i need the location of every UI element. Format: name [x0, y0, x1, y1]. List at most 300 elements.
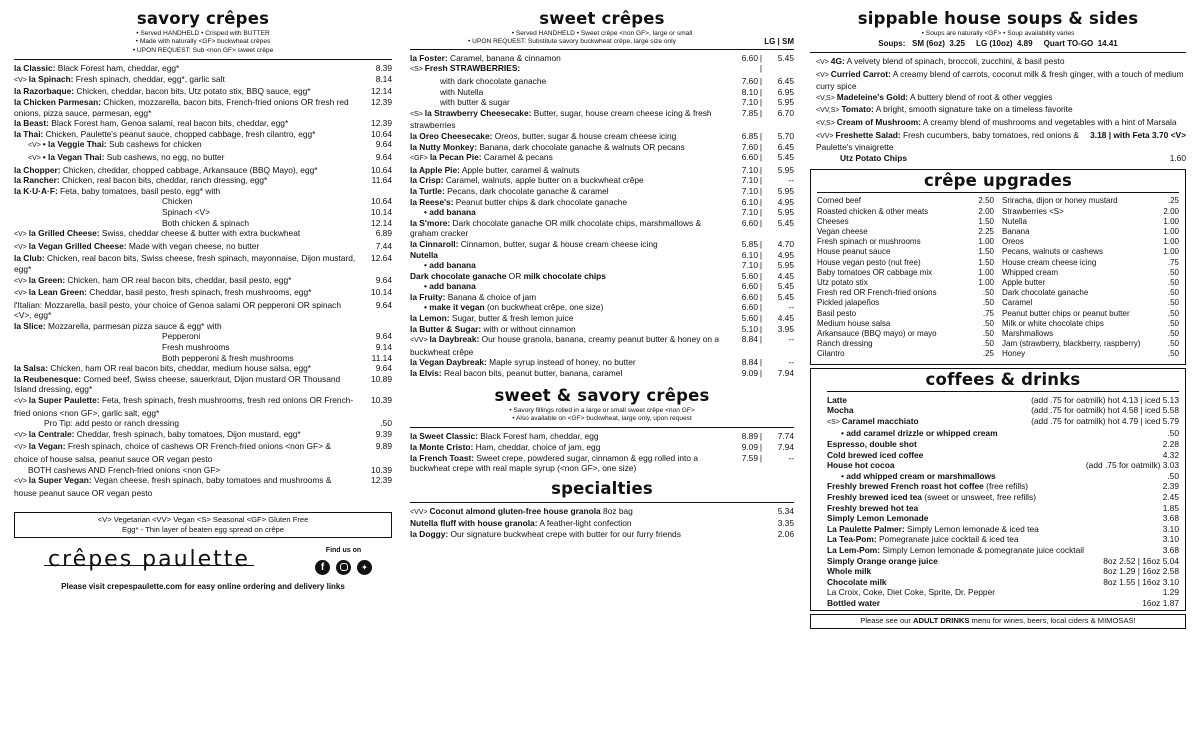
diet-tag: <V> [14, 231, 29, 239]
upgrade-name: Oreos [1002, 237, 1024, 247]
upgrade-item [817, 207, 994, 217]
diet-tag: <V> [14, 444, 29, 452]
upgrade-item [817, 217, 994, 227]
drink-item [827, 556, 1179, 567]
menu-item [14, 175, 392, 186]
menu-item [14, 165, 392, 176]
item-desc: Maple syrup instead of honey, no butter [486, 357, 636, 368]
item-name: Caramel macchiato [841, 415, 919, 426]
upgrade-price: .75 [982, 308, 994, 318]
salad-item: <VV> Freshette Salad: Fresh cucumbers, baby tomatoes, red onions & Paulette's vinaigrette 3.18 | with Feta 3.70 <V> [816, 129, 1186, 153]
drink-item [827, 428, 1179, 439]
price-sep: | [759, 238, 763, 249]
upgrade-name: Caramel [1002, 298, 1033, 308]
item-name: la Butter & Sugar: [410, 323, 482, 334]
item-price: 8oz 2.52 | 16oz 5.04 [1103, 555, 1179, 566]
price-large: 6.60 [741, 52, 758, 63]
sweet-list [410, 53, 794, 379]
item-desc: Both pepperoni & fresh mushrooms [162, 352, 294, 363]
upgrade-item [817, 349, 994, 359]
price-large: 6.85 [741, 130, 758, 141]
item-desc: Feta, fresh spinach, fresh mushrooms, fresh red onions OR French-fried onions <non GF>, garlic salt, egg* [14, 395, 354, 418]
diet-tag: <S> [827, 418, 842, 426]
item-name: la Grilled Cheese: [28, 228, 100, 239]
item-name: la Monte Cristo: [410, 442, 474, 453]
price-large: 7.10 [741, 260, 758, 271]
item-desc: Fresh mushrooms [162, 342, 230, 353]
upgrade-name: Honey [1002, 349, 1026, 359]
coffees-title: coffees & drinks [925, 369, 1081, 389]
menu-item [410, 142, 794, 153]
drink-item [827, 503, 1179, 514]
upgrade-name: Utz potato stix [817, 277, 868, 287]
menu-item [410, 76, 794, 87]
item-desc: A buttery blend of root & other veggies [908, 91, 1053, 102]
menu-item [14, 207, 392, 218]
item-name: Nutella [410, 249, 438, 260]
item-price: 9.89 [375, 441, 392, 452]
price-small: -- [788, 452, 794, 463]
item-name: House hot cocoa [827, 460, 895, 471]
upgrade-item [1002, 329, 1179, 339]
upgrade-name: Apple butter [1002, 277, 1046, 287]
diet-tag: <S> [410, 110, 425, 118]
menu-item [14, 118, 392, 129]
upgrade-name: Roasted chicken & other meats [817, 206, 929, 216]
upgrade-price: .25 [982, 349, 994, 359]
coffees-box [810, 368, 1186, 612]
item-price: 10.64 [371, 164, 392, 175]
menu-item [410, 87, 794, 98]
soup-item [816, 117, 1186, 130]
price-sep: | [759, 368, 763, 379]
price-large: 7.59 [741, 452, 758, 463]
item-name: la Lemon: [410, 313, 450, 324]
upgrade-name: Strawberries <S> [1002, 206, 1064, 216]
menu-item [410, 431, 794, 442]
upgrade-price: 1.50 [978, 257, 994, 267]
item-name: Fresh STRAWBERRIES: [424, 63, 521, 74]
item-price: 11.14 [371, 352, 392, 363]
price-large: 6.60 [741, 281, 758, 292]
menu-item [14, 475, 392, 498]
item-name: la Turtle: [410, 185, 445, 196]
menu-item [14, 441, 392, 464]
upgrade-price: .50 [1167, 288, 1179, 298]
drink-item [827, 513, 1179, 524]
item-desc: Sugar, butter & fresh lemon juice [449, 313, 574, 324]
upgrade-item [1002, 278, 1179, 288]
upgrade-item [1002, 319, 1179, 329]
diet-tag: <V> [816, 71, 831, 79]
item-name: la Vegan Daybreak: [410, 357, 487, 368]
item-name: la Razorbaque: [14, 86, 75, 97]
item-price: 12.64 [371, 253, 392, 264]
item-desc: Cinnamon, butter, sugar & house cream cheese icing [458, 238, 658, 249]
item-desc: Feta, baby tomatoes, basil pesto, egg* with [57, 185, 221, 196]
item-desc: A creamy blend of carrots, coconut milk & fresh ginger, with a touch of medium curry spice [816, 68, 1184, 92]
item-name: la Classic: [14, 63, 56, 74]
item-desc: Both chicken & spinach [162, 217, 250, 228]
savory-list [14, 63, 392, 498]
item-desc: Ham, cheddar, choice of jam, egg [473, 442, 601, 453]
item-desc: Banana & choice of jam [445, 291, 537, 302]
price-sep: | [759, 76, 763, 86]
item-name: Freshly brewed iced tea [827, 491, 922, 502]
upgrade-name: Ranch dressing [817, 339, 873, 349]
price-sep: | [759, 291, 763, 302]
item-name: la Chicken Parmesan: [14, 97, 102, 107]
upgrade-name: Basil pesto [817, 308, 857, 318]
price-small: 4.70 [777, 238, 794, 249]
item-name: Bottled water [827, 597, 881, 608]
price-large: 6.60 [741, 291, 758, 302]
price-small: -- [788, 302, 794, 313]
upgrade-name: House cream cheese icing [1002, 257, 1097, 267]
item-name: Simply Orange orange juice [827, 555, 938, 566]
item-name: la Vegan: [28, 441, 66, 452]
price-small: 6.95 [777, 86, 794, 97]
price-large: 6.60 [741, 217, 758, 228]
upgrade-name: Dark chocolate ganache [1002, 288, 1089, 298]
item-desc: Our house granola, banana, creamy peanut butter & honey on a buckwheat crêpe [410, 334, 720, 357]
item-name: la Cinnaroll: [410, 238, 459, 249]
item-price: 16oz 1.87 [1142, 597, 1179, 608]
diet-tag: <V> [28, 142, 43, 150]
item-name: la Salsa: [14, 363, 48, 374]
menu-item [14, 218, 392, 229]
drink-item [827, 577, 1179, 588]
item-name: Simply Lemon Lemonade [827, 513, 929, 524]
price-sep: | [759, 207, 763, 218]
upgrade-item [817, 258, 994, 268]
item-desc: l'Italian: Mozzarella, basil pesto, your choice of Genoa salami OR pepperoni OR spinach <V>, egg* [14, 299, 341, 321]
upgrade-price: 1.50 [978, 216, 994, 226]
item-name: la Oreo Cheesecake: [410, 130, 493, 141]
price-small: 4.95 [777, 196, 794, 207]
item-desc: Swiss, cheddar cheese & butter with extra buckwheat [99, 228, 301, 239]
diet-tag: <VV> [410, 337, 430, 345]
upgrade-item [817, 268, 994, 278]
item-price: 12.39 [371, 118, 392, 129]
item-name: la Rancher: [14, 175, 60, 186]
item-price: 9.39 [375, 428, 392, 439]
item-desc: Caramel, banana & cinnamon [447, 52, 561, 63]
social-block: Find us on f ✦ [315, 546, 372, 575]
adult-drinks-note: Please see our ADULT DRINKS menu for wines, beers, local ciders & MIMOSAS! [810, 614, 1186, 629]
item-name: La Tea-Pom: [827, 534, 877, 545]
item-desc: Fresh spinach, choice of cashews OR French-fried onions <non GF> & choice of house salsa, peanut sauce OR vegan pesto [14, 441, 331, 464]
divider [410, 502, 794, 503]
price-small: 5.45 [777, 217, 794, 228]
item-desc: Banana, dark chocolate ganache & walnuts OR pecans [477, 141, 685, 152]
item-desc: Caramel, walnuts, apple butter on a buckwheat crêpe [443, 175, 644, 186]
menu-item [14, 275, 392, 288]
price-small: 5.95 [777, 260, 794, 271]
item-desc: Black Forest ham, cheddar, egg [477, 431, 599, 442]
item-price: 5.34 [777, 505, 794, 516]
price-sep: | [759, 217, 763, 228]
soup-item [816, 104, 1186, 117]
price-sep: | [759, 452, 763, 463]
menu-item [410, 302, 794, 313]
price-small: 4.95 [777, 249, 794, 260]
menu-item [410, 368, 794, 379]
item-price: 9.64 [375, 139, 392, 150]
menu-item [14, 374, 392, 395]
upgrade-name: Peanut butter chips or peanut butter [1002, 308, 1130, 318]
item-name: Chocolate milk [827, 576, 887, 587]
menu-item [410, 324, 794, 335]
coffee-list [827, 395, 1179, 609]
item-desc: A bright, smooth signature take on a timeless favorite [873, 104, 1073, 115]
upgrade-name: House vegan pesto (nut free) [817, 257, 921, 267]
item-name: la Centrale: [28, 428, 75, 439]
item-name: la Nutty Monkey: [410, 141, 478, 152]
price-sep: | [759, 313, 763, 324]
menu-item [410, 260, 794, 271]
item-name: Cream of Mushroom: [836, 116, 921, 127]
upgrade-item [1002, 258, 1179, 268]
diet-tag: <S> [410, 66, 425, 74]
price-small: 5.95 [777, 164, 794, 175]
item-name: la Elvis: [410, 368, 442, 379]
menu-item [14, 342, 392, 353]
upgrade-price: .50 [1167, 328, 1179, 338]
price-sep: | [759, 164, 763, 175]
sweet-savory-list [410, 431, 794, 473]
drink-item [827, 439, 1179, 450]
upgrade-price: 2.25 [978, 226, 994, 236]
menu-item [14, 152, 392, 165]
item-desc: La Croix, Coke, Diet Coke, Sprite, Dr. Pepper [827, 587, 996, 598]
upgrade-name: Cheeses [817, 216, 849, 226]
item-price: 8.39 [375, 63, 392, 74]
upgrade-price: .50 [982, 339, 994, 349]
price-large: 5.85 [741, 238, 758, 249]
item-desc: Pepperoni [162, 331, 201, 342]
item-desc: Simply Lemon lemonade & iced tea [904, 523, 1039, 534]
item-desc: 8oz bag [600, 505, 633, 516]
menu-item [14, 363, 392, 374]
item-price: 8.14 [375, 73, 392, 84]
upgrade-price: .50 [982, 288, 994, 298]
price-small: -- [788, 175, 794, 186]
item-desc: A creamy blend of mushrooms and vegetables with a hint of Marsala [921, 116, 1177, 127]
item-price: 1.85 [1162, 502, 1179, 513]
menu-item [410, 529, 794, 540]
divider [410, 427, 794, 428]
soup-item [816, 56, 1186, 69]
upgrade-name: Medium house salsa [817, 318, 891, 328]
item-price: 3.10 [1162, 523, 1179, 534]
upgrade-item [817, 319, 994, 329]
item-name: la Super Vegan: [28, 475, 92, 486]
drink-item [827, 450, 1179, 461]
diet-tag: <V> [14, 478, 29, 486]
price-large: 7.10 [741, 164, 758, 175]
upgrade-item [817, 196, 994, 206]
item-name: • add banana [424, 260, 476, 271]
upgrade-item [1002, 247, 1179, 257]
brand-row [14, 546, 392, 575]
price-sep: | [759, 431, 763, 442]
item-name: Freshly brewed hot tea [827, 502, 919, 513]
upgrade-name: Jam (strawberry, blackberry, raspberry) [1002, 339, 1141, 349]
price-sep: | [759, 270, 763, 281]
divider [14, 59, 392, 60]
item-name: Latte [827, 394, 848, 405]
upgrade-price: .50 [1167, 318, 1179, 328]
price-large: 7.60 [741, 76, 758, 86]
item-desc: Sub cashews, no egg, no butter [104, 151, 225, 162]
upgrade-name: Milk or white chocolate chips [1002, 318, 1104, 328]
upgrade-price: 2.50 [978, 196, 994, 206]
price-sep: | [759, 175, 763, 186]
upgrade-name: Fresh spinach or mushrooms [817, 237, 921, 247]
item-desc: Oreos, butter, sugar & house cream cheese icing [492, 130, 677, 141]
menu-item [410, 453, 794, 474]
item-price: (add .75 for oatmilk) hot 4.13 | iced 5.13 [1031, 394, 1179, 405]
item-price: 9.64 [375, 274, 392, 285]
menu-item [410, 250, 794, 261]
upgrade-price: .75 [1167, 257, 1179, 267]
diet-tag: <V> [28, 154, 43, 162]
item-name: • la Veggie Thai: [42, 139, 107, 150]
price-sep: | [759, 334, 763, 345]
drink-item [827, 492, 1179, 503]
savory-column [14, 8, 392, 593]
price-sep: | [759, 86, 763, 97]
upgrade-item [817, 288, 994, 298]
upgrade-price: .50 [1167, 339, 1179, 349]
facebook-icon[interactable]: f [315, 560, 330, 575]
upgrade-name: Cilantro [817, 349, 845, 359]
price-sep: | [759, 442, 763, 453]
item-desc: Chicken, ham OR real bacon bits, cheddar, medium house salsa, egg* [48, 363, 312, 374]
item-name: la Fruity: [410, 291, 446, 302]
item-desc: BOTH cashews AND French-fried onions <non GF> [28, 464, 221, 475]
item-name: la Apple Pie: [410, 164, 460, 175]
item-desc: Chicken, mozzarella, bacon bits, French-fried onions OR fresh red onions, pizza sauce, parmesan, egg* [14, 97, 349, 118]
item-desc: Sub cashews for chicken [106, 139, 202, 150]
price-large: 7.10 [741, 207, 758, 218]
price-large: 6.60 [741, 152, 758, 163]
diet-tag: <VV,S> [816, 107, 842, 115]
item-name: la Daybreak: [429, 334, 480, 345]
item-name: la Beast: [14, 118, 49, 129]
menu-item [14, 97, 392, 118]
item-name: la Reubenesque: [14, 373, 82, 384]
item-name: la Doggy: [410, 529, 449, 539]
item-desc: Simply Lemon lemonade & pomegranate juice cocktail [880, 544, 1084, 555]
specialties-list [410, 506, 794, 540]
item-price: 11.64 [371, 175, 392, 186]
menu-item [410, 271, 794, 282]
drink-item [827, 460, 1179, 471]
price-sep: | [759, 52, 763, 63]
upgrade-name: Marshmallows [1002, 328, 1054, 338]
item-desc: Cheddar, basil pesto, fresh spinach, fresh mushrooms, egg* [86, 287, 312, 298]
upgrade-item [817, 278, 994, 288]
divider [817, 192, 1179, 193]
menu-item [14, 331, 392, 342]
menu-item [410, 53, 794, 64]
upgrade-name: Fresh red OR French-fried onions [817, 288, 937, 298]
upgrade-price: .50 [1167, 349, 1179, 359]
diet-tag: <VV> [410, 508, 430, 516]
upgrade-item [817, 247, 994, 257]
price-sep: | [759, 185, 763, 196]
item-name: la Pecan Pie: [429, 152, 482, 163]
item-name: la Super Paulette: [28, 395, 100, 406]
item-desc: Vegan cheese, fresh spinach, baby tomatoes and mushrooms & house peanut sauce OR vegan pesto [14, 475, 332, 498]
price-sep: | [759, 63, 763, 74]
price-sep: | [759, 260, 763, 271]
item-name: Cold brewed iced coffee [827, 449, 924, 460]
item-name: la French Toast: [410, 452, 475, 463]
item-desc: Chicken [162, 196, 193, 207]
diet-tag: <V,S> [816, 119, 837, 127]
item-name: la Thai: [14, 128, 44, 139]
upgrade-item [1002, 227, 1179, 237]
item-desc: Chicken, cheddar, bacon bits, Utz potato stix, BBQ sauce, egg* [74, 86, 311, 97]
menu-item [14, 253, 392, 274]
upgrade-price: 1.00 [978, 237, 994, 247]
menu-item [410, 218, 794, 239]
item-desc: Dark chocolate ganache OR milk chocolate chips, marshmallows & graham cracker [410, 217, 702, 239]
upgrade-price: 2.00 [1163, 206, 1179, 216]
footer-link[interactable]: Please visit crepespaulette.com for easy online ordering and delivery links [61, 581, 345, 591]
price-sep: | [759, 152, 763, 163]
item-name: • add whipped cream or marshmallows [841, 470, 996, 481]
twitter-icon[interactable]: ✦ [357, 560, 372, 575]
upgrade-item [1002, 349, 1179, 359]
upgrade-price: .50 [982, 318, 994, 328]
item-price: 12.14 [371, 86, 392, 97]
menu-item [410, 63, 794, 76]
item-price: 8oz 1.55 | 16oz 3.10 [1103, 576, 1179, 587]
price-small: 3.95 [777, 323, 794, 334]
diet-tag: <V> [14, 76, 29, 84]
upgrade-price: 1.00 [1163, 216, 1179, 226]
drink-item [827, 534, 1179, 545]
legend-box: <V> Vegetarian <VV> Vegan <S> Seasonal <GF> Gluten Free Egg* - Thin layer of beaten egg spread on crêpe [14, 512, 392, 538]
item-desc: A velvety blend of spinach, broccoli, zucchini, & basil pesto [844, 56, 1065, 66]
item-desc: (free refills) [983, 481, 1029, 492]
upgrade-item [817, 227, 994, 237]
upgrade-price: .50 [982, 298, 994, 308]
price-small: 4.45 [777, 313, 794, 324]
upgrade-item [1002, 268, 1179, 278]
item-name: la Slice: [14, 320, 46, 331]
item-name: la Chopper: [14, 164, 61, 175]
item-desc: Real bacon bits, peanut butter, banana, caramel [441, 368, 623, 379]
diet-tag: <V> [816, 59, 831, 66]
item-name: la Lean Green: [28, 287, 87, 298]
price-sep: | [759, 249, 763, 260]
soups-title: sippable house soups & sides [857, 9, 1139, 28]
item-desc: Chicken, Paulette's peanut sauce, chopped cabbage, fresh cilantro, egg* [43, 128, 316, 139]
instagram-icon[interactable] [336, 560, 351, 575]
item-desc: with or without cinnamon [481, 323, 576, 334]
item-name: la Foster: [410, 52, 448, 63]
menu-item [14, 418, 392, 429]
item-price: 12.39 [371, 97, 392, 107]
item-name: la Strawberry Cheesecake: [424, 107, 532, 118]
item-name: milk chocolate chips [523, 270, 606, 281]
price-small: 7.74 [777, 431, 794, 442]
